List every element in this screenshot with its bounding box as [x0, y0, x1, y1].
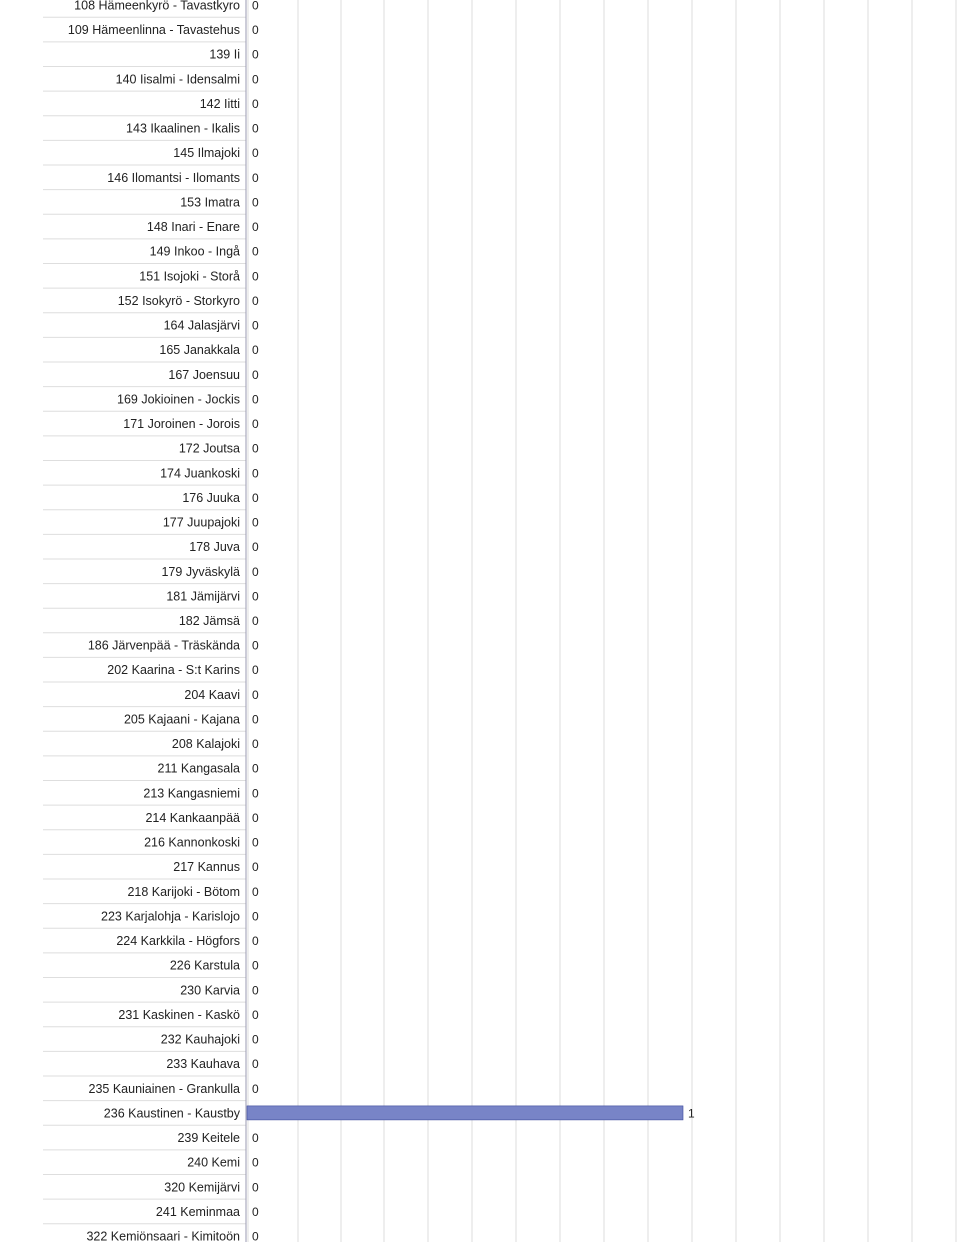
value-label: 0: [252, 72, 259, 86]
value-label: 0: [252, 294, 259, 308]
value-label: 0: [252, 368, 259, 382]
category-label: 241 Keminmaa: [156, 1205, 240, 1219]
category-label: 235 Kauniainen - Grankulla: [89, 1082, 241, 1096]
category-label: 202 Kaarina - S:t Karins: [107, 663, 240, 677]
value-label: 0: [252, 836, 259, 850]
value-label: 0: [252, 1180, 259, 1194]
value-label: 0: [252, 319, 259, 333]
value-label: 0: [252, 195, 259, 209]
value-label: 0: [252, 343, 259, 357]
category-label: 211 Kangasala: [158, 762, 241, 776]
category-label: 139 Ii: [209, 48, 240, 62]
value-label: 0: [252, 97, 259, 111]
category-label: 146 Ilomantsi - Ilomants: [107, 171, 240, 185]
value-label: 0: [252, 1131, 259, 1145]
category-label: 182 Jämsä: [179, 614, 240, 628]
value-label: 0: [252, 540, 259, 554]
value-label: 0: [252, 171, 259, 185]
value-label: 0: [252, 269, 259, 283]
grid-lines: [248, 0, 956, 1242]
value-label: 0: [252, 589, 259, 603]
value-label: 0: [252, 663, 259, 677]
category-label: 167 Joensuu: [168, 368, 240, 382]
category-label: 217 Kannus: [173, 860, 240, 874]
category-label: 178 Juva: [189, 540, 240, 554]
category-label: 171 Joroinen - Jorois: [123, 417, 240, 431]
category-label: 204 Kaavi: [184, 688, 240, 702]
category-label: 224 Karkkila - Högfors: [116, 934, 240, 948]
value-label: 0: [252, 0, 259, 13]
value-label: 0: [252, 516, 259, 530]
bars: [247, 0, 683, 1242]
category-label: 208 Kalajoki: [172, 737, 240, 751]
category-label: 153 Imatra: [180, 195, 240, 209]
value-label: 0: [252, 48, 259, 62]
value-label: 0: [252, 614, 259, 628]
category-label: 169 Jokioinen - Jockis: [117, 392, 240, 406]
value-label: 0: [252, 122, 259, 136]
category-label: 216 Kannonkoski: [144, 836, 240, 850]
category-label: 152 Isokyrö - Storkyro: [118, 294, 240, 308]
category-label: 145 Ilmajoki: [173, 146, 240, 160]
category-label: 179 Jyväskylä: [161, 565, 240, 579]
category-label: 149 Inkoo - Ingå: [150, 245, 240, 259]
category-label: 181 Jämijärvi: [166, 589, 240, 603]
value-label: 0: [252, 712, 259, 726]
value-label: 1: [688, 1106, 695, 1120]
value-label: 0: [252, 392, 259, 406]
category-label: 232 Kauhajoki: [161, 1033, 240, 1047]
value-label: 0: [252, 565, 259, 579]
category-label: 320 Kemijärvi: [164, 1180, 240, 1194]
category-label: 172 Joutsa: [179, 442, 240, 456]
value-label: 0: [252, 959, 259, 973]
category-label: 236 Kaustinen - Kaustby: [104, 1106, 241, 1120]
category-label: 240 Kemi: [187, 1156, 240, 1170]
value-label: 0: [252, 737, 259, 751]
value-label: 0: [252, 1008, 259, 1022]
bar: [247, 1106, 683, 1120]
category-label: 108 Hämeenkyrö - Tavastkyro: [74, 0, 240, 13]
category-label: 322 Kemiönsaari - Kimitoön: [86, 1230, 240, 1243]
value-label: 0: [252, 245, 259, 259]
value-label: 0: [252, 983, 259, 997]
category-label: 176 Juuka: [182, 491, 240, 505]
category-label: 177 Juupajoki: [163, 516, 240, 530]
value-label: 0: [252, 885, 259, 899]
value-label: 0: [252, 688, 259, 702]
value-label: 0: [252, 23, 259, 37]
value-label: 0: [252, 934, 259, 948]
category-label: 174 Juankoski: [160, 466, 240, 480]
category-label: 142 Iitti: [200, 97, 240, 111]
category-label: 239 Keitele: [177, 1131, 240, 1145]
category-label: 165 Janakkala: [159, 343, 240, 357]
value-label: 0: [252, 220, 259, 234]
value-label: 0: [252, 860, 259, 874]
category-label: 164 Jalasjärvi: [164, 319, 240, 333]
category-label: 218 Karijoki - Bötom: [127, 885, 240, 899]
category-label: 231 Kaskinen - Kaskö: [118, 1008, 240, 1022]
value-label: 0: [252, 1156, 259, 1170]
category-label: 233 Kauhava: [166, 1057, 240, 1071]
category-label: 151 Isojoki - Storå: [139, 269, 240, 283]
category-label: 223 Karjalohja - Karislojo: [101, 909, 240, 923]
category-label: 143 Ikaalinen - Ikalis: [126, 122, 240, 136]
category-label: 148 Inari - Enare: [147, 220, 240, 234]
value-label: 0: [252, 466, 259, 480]
value-label: 0: [252, 811, 259, 825]
value-label: 0: [252, 442, 259, 456]
value-label: 0: [252, 1033, 259, 1047]
category-label: 226 Karstula: [170, 959, 240, 973]
value-label: 0: [252, 1205, 259, 1219]
value-label: 0: [252, 1082, 259, 1096]
category-label: 186 Järvenpää - Träskända: [88, 639, 240, 653]
category-labels: [68, 0, 241, 1242]
value-label: 0: [252, 762, 259, 776]
value-label: 0: [252, 639, 259, 653]
category-label: 213 Kangasniemi: [143, 786, 240, 800]
value-label: 0: [252, 146, 259, 160]
category-label: 109 Hämeenlinna - Tavastehus: [68, 23, 240, 37]
value-label: 0: [252, 491, 259, 505]
value-label: 0: [252, 786, 259, 800]
value-label: 0: [252, 909, 259, 923]
value-label: 0: [252, 1230, 259, 1243]
category-label: 205 Kajaani - Kajana: [124, 712, 240, 726]
value-label: 0: [252, 1057, 259, 1071]
category-label: 214 Kankaanpää: [145, 811, 240, 825]
value-label: 0: [252, 417, 259, 431]
category-label: 230 Karvia: [180, 983, 240, 997]
category-label: 140 Iisalmi - Idensalmi: [116, 72, 240, 86]
value-labels: [252, 0, 695, 1242]
